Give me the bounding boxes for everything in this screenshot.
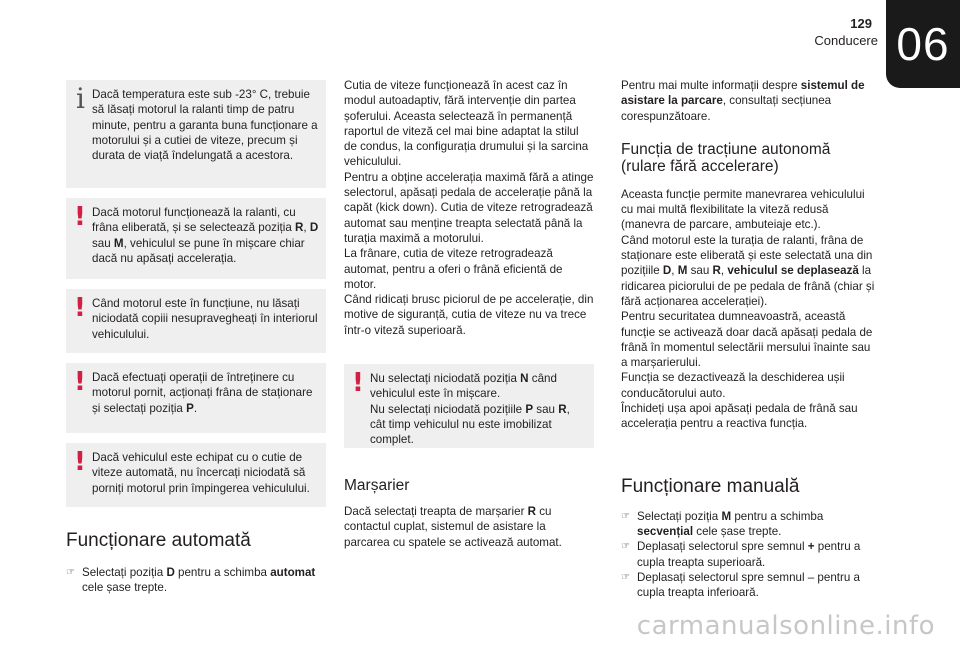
list-item: ☞ Selectați poziția D pentru a schimba automat cele șase trepte. [66, 566, 316, 595]
arrow-right-icon: ☞ [621, 510, 630, 522]
warning-box-push-start [66, 443, 326, 507]
warning-icon: ! [74, 293, 86, 323]
arrow-right-icon: ☞ [66, 567, 75, 578]
page-number: 129 [850, 16, 872, 31]
arrow-right-icon: ☞ [621, 571, 630, 583]
warning-text: Dacă vehiculul este echipat cu o cutie de viteze automată, nu încercați niciodată să porniți motorul prin împingerea vehiculului. [92, 451, 310, 495]
info-box [66, 80, 326, 188]
warning-box-neutral: ! Nu selectați niciodată poziția N când vehiculul este în mișcare. Nu selectați niciodată pozițiile P sau R, cât timp vehiculul nu este imobilizat complet. [344, 364, 594, 448]
column-left [66, 80, 326, 596]
list-item: ☞ Selectați poziția M pentru a schimba secvențial cele șase trepte. [621, 509, 824, 538]
warning-icon: ! [74, 202, 86, 232]
warning-box-maintenance: ! Dacă efectuați operații de întreținere cu motorul pornit, acționați frâna de staționare și selectați poziția P. [66, 363, 326, 433]
list-item: ☞ Deplasați selectorul spre semnul – pentru a cupla treapta inferioară. [621, 570, 860, 600]
warning-icon: ! [74, 367, 86, 397]
list-item: ☞ Deplasați selectorul spre semnul + pentru a cupla treapta superioară. [621, 540, 861, 569]
parking-assist-text: Pentru mai multe informații despre sistemul de asistare la parcare, consultați secțiunea corespunzătoare. [621, 79, 865, 123]
section-title: Conducere [814, 33, 878, 48]
warning-icon: ! [74, 447, 86, 477]
info-text: Dacă temperatura este sub -23° C, trebuie să lăsați motorul la ralanti timp de patru minute, pentru a garanta buna funcționare a motorului și a cutiei de viteze, precum și durata de viață îndelungată a acestora. [92, 88, 318, 163]
info-icon: i [76, 82, 85, 115]
warning-box-children [66, 289, 326, 353]
heading-automatic: Funcționare automată [66, 530, 251, 551]
heading-manual: Funcționare manuală [621, 475, 800, 497]
warning-icon: ! [352, 368, 364, 399]
reverse-text: Dacă selectați treapta de marșarier R cu contactul cuplat, sistemul de asistare la parcarea cu spatele se activează automat. [344, 505, 562, 549]
chapter-tab: 06 [886, 0, 960, 88]
warning-box-idle: ! Dacă motorul funcționează la ralanti, cu frâna eliberată, și se selectează poziția R, D sau M, vehiculul se pune în mișcare chiar dacă nu apăsați accelerația. [66, 198, 326, 279]
arrow-right-icon: ☞ [621, 541, 630, 553]
warning-text: Când motorul este în funcțiune, nu lăsați niciodată copiii nesupravegheați în interiorul vehiculului. [92, 297, 318, 341]
watermark: carmanualsonline.info [636, 611, 935, 641]
heading-reverse: Marșarier [344, 477, 410, 495]
body-text: Cutia de viteze funcționează în acest caz în modul autoadaptiv, fără intervenție din partea șoferului. Aceasta selectează în permanență raportul de viteză cel mai bine adaptat la stilul de condus, la configurația drumului și la sarcina vehiculului. Pentru a obține accelerația maximă fără a atinge selectorul, apăsați pedala de accelerație până la capăt (kick down). Cutia de viteze retrogradează automat sau menține treapta selectată până la turația maximă a motorului. La frânare, cutia de viteze retrogradează automat, pentru a oferi o frână eficientă de motor. Când ridicați brusc piciorul de pe accelerație, din motive de siguranță, cutia de viteze nu va trece într-o viteză superioară. [344, 79, 594, 337]
heading-creep-function: Funcția de tracțiune autonomă (rulare fără accelerare) [621, 140, 831, 175]
column-middle [344, 78, 594, 550]
column-right [621, 78, 879, 600]
creep-text: Aceasta funcție permite manevrarea vehiculului cu mai multă flexibilitate la viteză redusă (manevra de parcare, ambuteiaje etc.). Când motorul este la turația de ralanti, frâna de staționare este eliberată și este selectată una din pozițiile D, M sau R, vehiculul se deplasează la ridicarea piciorului de pe pedala de frână (chiar și fără acționarea accelerației). Pentru securitatea dumneavoastră, această funcție se activează doar dacă apăsați pedala de frână în momentul selectării mersului înainte sau a marșarierului. Funcția se dezactivează la deschiderea ușii conducătorului auto. Închideți ușa apoi apăsați pedala de frână sau accelerația pentru a reactiva funcția. [621, 187, 875, 431]
